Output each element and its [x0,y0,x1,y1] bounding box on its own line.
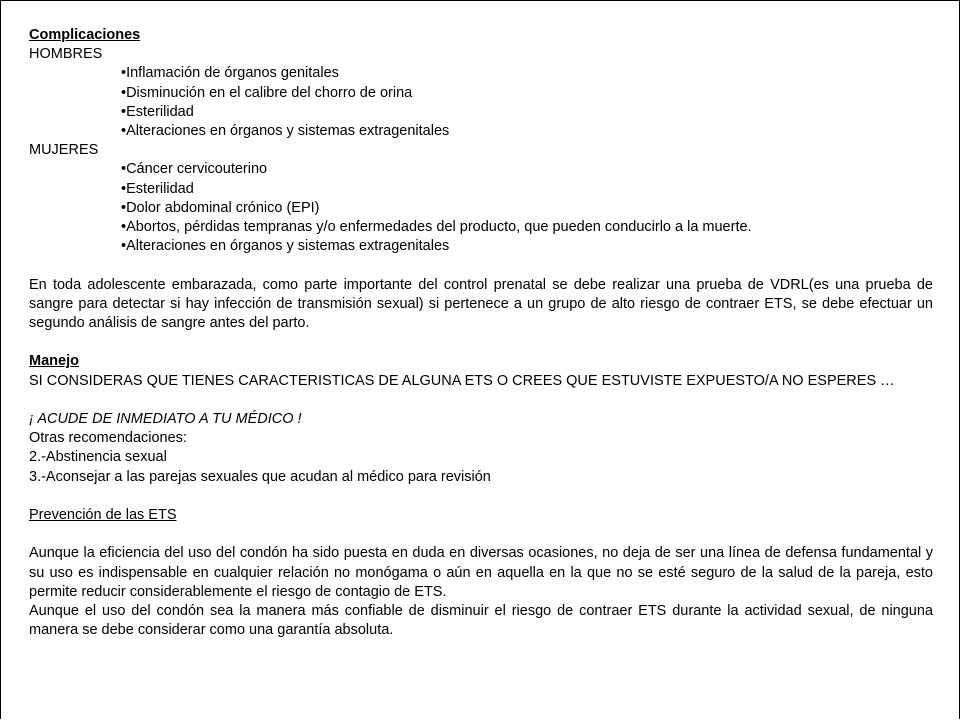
women-label: MUJERES [29,142,99,159]
prevention-paragraph-1: Aunque la eficiencia del uso del condón ha sido puesta en duda en diversas ocasiones, no deja de ser una línea de defensa fundamental y su uso es indispensable en cualquier relación no monógama o aún en aquella en la que no se esté seguro de la salud de la pareja, esto permite reducir considerablemente el riesgo de contagio de ETS. [29,545,933,600]
men-label: HOMBRES [29,46,103,63]
men-item-inflammation: •Inflamación de órganos genitales [121,65,339,82]
prevention-paragraph-2: Aunque el uso del condón sea la manera más confiable de disminuir el riesgo de contraer ETS durante la actividad sexual, de ninguna manera se debe considerar como una garantía absoluta. [29,603,933,639]
women-item-abdominal-pain: •Dolor abdominal crónico (EPI) [121,199,320,216]
men-item-extragenital: •Alteraciones en órganos y sistemas extragenitales [121,123,450,140]
spacer [29,391,933,410]
pregnancy-paragraph: En toda adolescente embarazada, como parte importante del control prenatal se debe realizar una prueba de VDRL(es una prueba de sangre para detectar si hay infección de transmisión sexual) si pertenece a un grupo de alto riesgo de contraer ETS, se debe efectuar un segundo análisis de sangre antes del parto. [29,276,933,332]
women-item-cervical-cancer: •Cáncer cervicouterino [121,161,268,178]
complications-heading: Complicaciones [29,27,141,43]
spacer [29,333,933,352]
prevention-heading: Prevención de las ETS [29,507,177,524]
other-recommendations-label: Otras recomendaciones: [29,430,187,447]
spacer [29,256,933,275]
women-item-abortions: •Abortos, pérdidas tempranas y/o enfermedades del producto, que pueden conducirlo a la muerte. [121,219,752,236]
men-item-urine-stream: •Disminución en el calibre del chorro de orina [121,84,413,101]
women-item-extragenital: •Alteraciones en órganos y sistemas extragenitales [121,238,450,255]
spacer [29,525,933,544]
management-heading: Manejo [29,353,79,370]
women-item-sterility: •Esterilidad [121,180,194,197]
document-body [29,26,933,640]
recommendation-abstinence: 2.-Abstinencia sexual [29,449,167,466]
management-warning: SI CONSIDERAS QUE TIENES CARACTERISTICAS DE ALGUNA ETS O CREES QUE ESTUVISTE EXPUESTO/A NO ESPERES … [29,372,895,389]
men-item-sterility: •Esterilidad [121,103,194,120]
management-call-to-action: ¡ ACUDE DE INMEDIATO A TU MÉDICO ! [29,411,302,428]
spacer [29,487,933,506]
recommendation-partners: 3.-Aconsejar a las parejas sexuales que acudan al médico para revisión [29,468,491,485]
